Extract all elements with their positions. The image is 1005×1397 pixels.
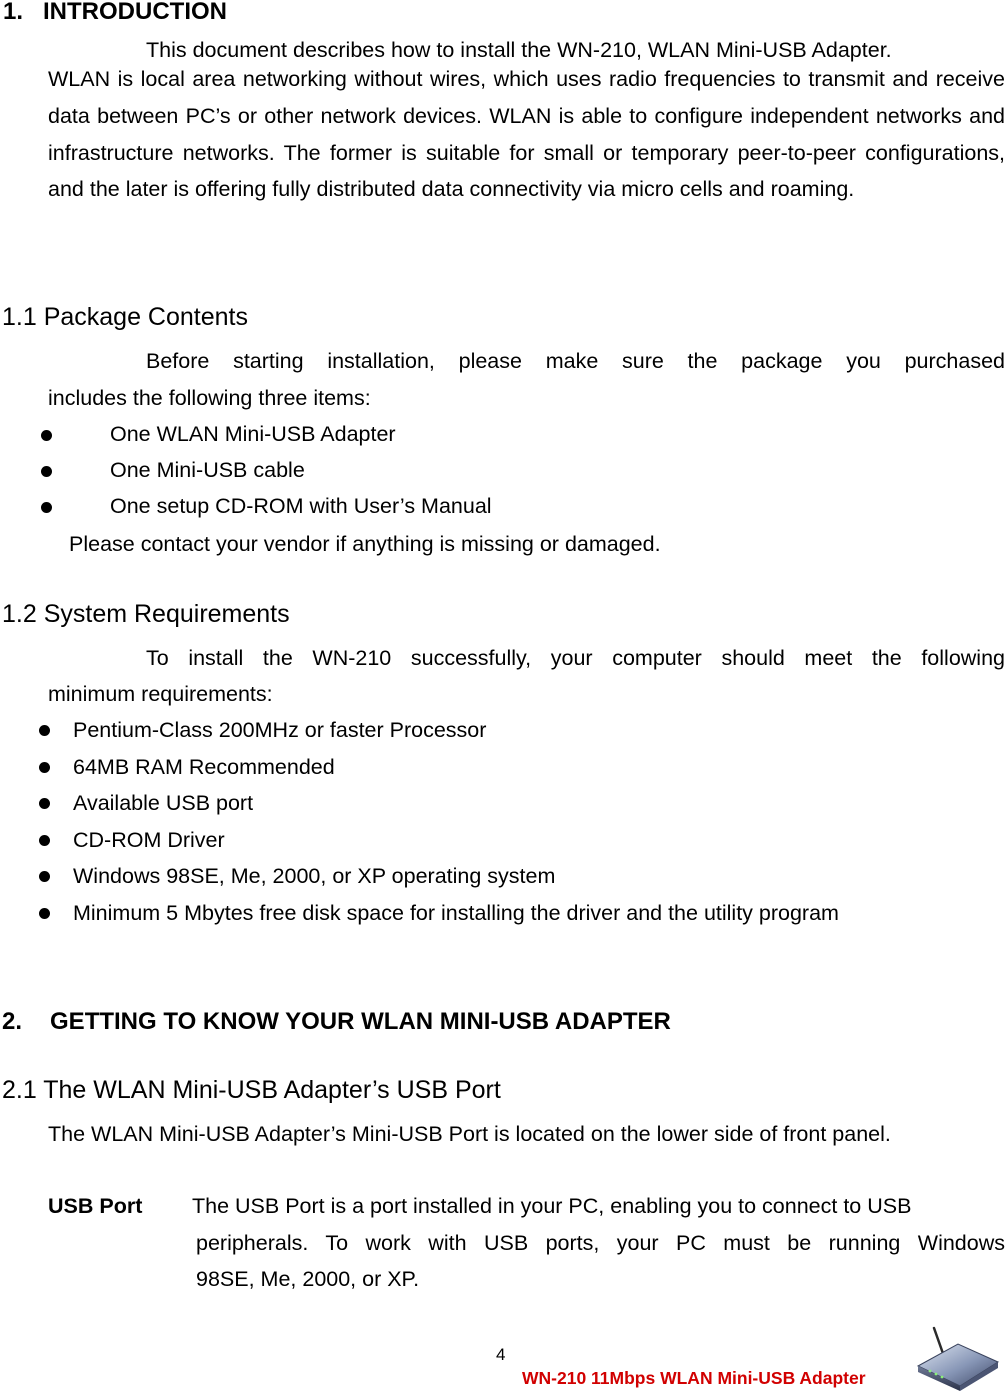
requirement-item: Windows 98SE, Me, 2000, or XP operating system [73,864,556,888]
usb-port-definition-line-1: The USB Port is a port installed in your PC, enabling you to connect to USB [192,1194,912,1218]
package-item: One Mini-USB cable [110,458,305,482]
section-1-2-intro-second-line: minimum requirements: [48,682,273,706]
package-item: One WLAN Mini-USB Adapter [110,422,396,446]
usb-port-term: USB Port [48,1194,143,1218]
usb-port-definition-line-3: 98SE, Me, 2000, or XP. [196,1267,420,1291]
usb-port-definition-line-2: peripherals. To work with USB ports, your PC must be running Windows [196,1231,1005,1255]
section-1-1-intro-second-line: includes the following three items: [48,386,371,410]
bullet-icon [39,908,50,919]
requirement-item: Available USB port [73,791,254,815]
bullet-icon [41,502,52,513]
footer-product-title: WN-210 11Mbps WLAN Mini-USB Adapter [522,1368,866,1388]
bullet-icon [39,725,50,736]
bullet-icon [39,798,50,809]
bullet-icon [41,466,52,477]
requirement-item: 64MB RAM Recommended [73,755,335,779]
requirement-item: Minimum 5 Mbytes free disk space for installing the driver and the utility program [73,901,839,925]
wireless-router-icon [912,1322,1002,1392]
bullet-icon [39,871,50,882]
package-item: One setup CD-ROM with User’s Manual [110,494,492,518]
page-number: 4 [496,1345,506,1364]
section-1-body-first-line: This document describes how to install the WN-210, WLAN Mini-USB Adapter. [146,38,892,62]
section-2-1-description: The WLAN Mini-USB Adapter’s Mini-USB Port is located on the lower side of front panel. [48,1122,891,1146]
section-1-2-heading: 1.2 System Requirements [2,600,290,628]
section-1-number: 1. [3,0,24,25]
section-1-1-intro-first-line: Before starting installation, please make sure the package you purchased [146,349,1005,373]
section-1-title: INTRODUCTION [43,0,227,25]
section-1-1-heading: 1.1 Package Contents [2,303,248,331]
bullet-icon [39,762,50,773]
section-1-heading [3,0,227,26]
section-2-heading [2,1008,671,1036]
section-1-body: WLAN is local area networking without wires, which uses radio frequencies to transmit and receive data between PC’s or other network devices. WLAN is able to configure independent networks and infrastructure networks. The former is suitable for small or temporary peer-to-peer configurations, and the later is offering fully distributed data connectivity via micro cells and roaming. [48,67,1005,202]
section-1-2-intro-first-line: To install the WN-210 successfully, your computer should meet the following [146,646,1005,670]
bullet-icon [39,835,50,846]
section-2-number: 2. [2,1008,23,1035]
section-2-1-heading: 2.1 The WLAN Mini-USB Adapter’s USB Port [2,1076,501,1104]
section-1-1-note: Please contact your vendor if anything is missing or damaged. [69,532,661,556]
requirement-item: CD-ROM Driver [73,828,225,852]
requirement-item: Pentium-Class 200MHz or faster Processor [73,718,487,742]
bullet-icon [41,430,52,441]
section-2-title: GETTING TO KNOW YOUR WLAN MINI-USB ADAPTER [50,1008,671,1035]
